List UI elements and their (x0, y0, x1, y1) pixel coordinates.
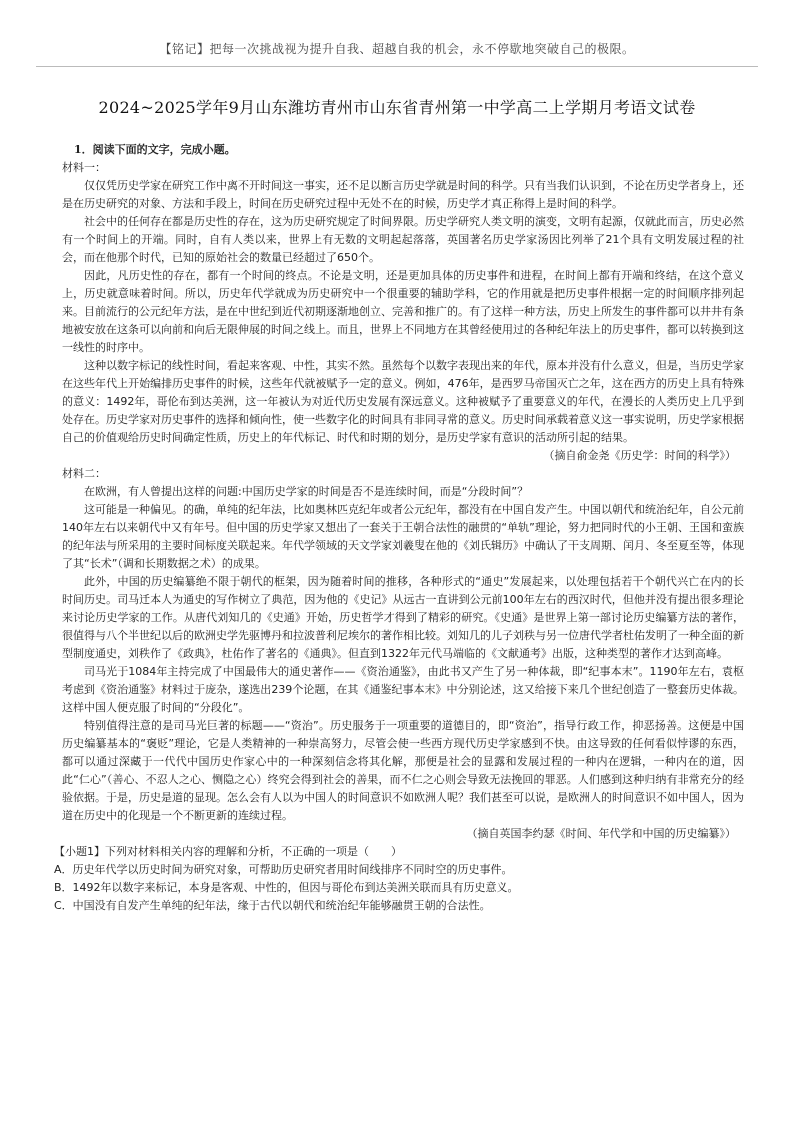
material2-label: 材料二： (62, 467, 106, 480)
material1-source: （摘自俞金尧《历史学：时间的科学》） (543, 449, 736, 462)
material1-paragraph: 因此，凡历史性的存在，都有一个时间的终点。不论是文明，还是更加具体的历史事件和进程，在时间上都有开端和终结，在这个意义上，历史就意味着时间。所以，历史年代学就成为历史研究中一个很重要的辅助学科，它的作用就是把历史事件根据一定的时间顺序排列起来。目前流行的公元纪年方法，是在中世纪到近代初期逐渐地创立、完善和推广的。有了这样一种方法，历史上所发生的事件都可以井井有条地被安放在这条可以向前和向后无限伸展的时间之线上。而且，世界上不同地方在其曾经使用过的各种纪年法上的历史事件，都可以转换到这一线性的时序中。 (62, 269, 744, 354)
subquestion-1: 【小题1】下列对材料相关内容的理解和分析，不正确的一项是（ ） (54, 845, 402, 858)
material2-paragraph: 特别值得注意的是司马光巨著的标题——“资治”。历史服务于一项重要的道德目的，即“资治”，指导行政工作，抑恶扬善。这便是中国历史编纂基本的“褒贬”理论，它是人类精神的一种崇高努力，尽管会使一些西方现代历史学家感到不快。由这导致的任何看似悖谬的东西，都可以通过深藏于一代代中国历史作家心中的一种深刻信念将其化解，那便是社会的显露和发展过程的一种内在逻辑，一种内在的道，因此“仁心”（善心、不忍人之心、恻隐之心）终究会得到社会的善果，而不仁之心则会导致无法挽回的罪恶。人们感到这种归纳有非常充分的经验依据。于是，历史是道的显现。怎么会有人以为中国人的时间意识不如欧洲人呢？我们甚至可以说，是欧洲人的时间意识不如中国人，因为道在历史中的化现是一个不断更新的连续过程。 (62, 719, 744, 822)
header-motto: 【铭记】把每一次挑战视为提升自我、超越自我的机会，永不停歇地突破自己的极限。 (159, 42, 635, 56)
material2-paragraph: 此外，中国的历史编纂绝不限于朝代的框架，因为随着时间的推移，各种形式的“通史”发展起来，以处理包括若干个朝代兴亡在内的长时间历史。司马迁本人为通史的写作树立了典范，因为他的《史记》从远古一直讲到公元前100年左右的西汉时代，但他并没有提出很多理论来讨论历史学家的工作。从唐代刘知几的《史通》开始，历史哲学才得到了精彩的研究。《史通》是世界上第一部讨论历史编纂方法的著作，很值得与八个半世纪以后的欧洲史学先驱博丹和拉波普利尼埃尔的著作相比较。刘知几的儿子刘秩与另一位唐代学者杜佑发明了一种全面的新型制度通史，刘秩作了《政典》，杜佑作了著名的《通典》。但直到1322年元代马端临的《文献通考》出版，这种类型的著作才达到高峰。 (62, 575, 744, 660)
material1-paragraph: 社会中的任何存在都是历史性的存在，这为历史研究规定了时间界限。历史学研究人类文明的演变，文明有起源，仅就此而言，历史必然有一个时间上的开端。同时，自有人类以来，世界上有无数的文明起起落落，英国著名历史学家汤因比列举了21个具有文明发展过程的社会，而在他那个时代，已知的原始社会的数量已经超过了650个。 (62, 215, 744, 264)
material2-paragraph: 司马光于1084年主持完成了中国最伟大的通史著作——《资治通鉴》，由此书又产生了另一种体裁，即“纪事本末”。1190年左右，袁枢考虑到《资治通鉴》材料过于庞杂，遂选出239个论题，在其《通鉴纪事本末》中分别论述，这又给接下来几个世纪创造了一整套历史体裁。这样中国人便克服了时间的“分段化”。 (62, 665, 744, 714)
option-b[interactable]: B．1492年以数字来标记，本身是客观、中性的，但因与哥伦布到达美洲关联而具有历史意义。 (54, 881, 519, 894)
material2-paragraph: 在欧洲，有人曾提出这样的问题:中国历史学家的时间是否不是连续时间，而是“分段时间”？ (84, 485, 529, 498)
material1-paragraph: 这种以数字标记的线性时间，看起来客观、中性，其实不然。虽然每个以数字表现出来的年代，原本并没有什么意义，但是，当历史学家在这些年代上开始编排历史事件的时候，这些年代就被赋予一定的意义。例如，476年，是西罗马帝国灭亡之年，这在西方的历史上具有特殊的意义：1492年，哥伦布到达美洲，这一年被认为对近代历史发展有深远意义。这种被赋予了重要意义的年代，在漫长的人类历史上几乎到处存在。历史学家对历史事件的选择和倾向性，使一些数字化的时间具有非同寻常的意义。历史时间承载着意义这一事实说明，历史学家根据自己的价值观给历史时间确定性质，历史上的年代标记、时代和时期的划分，是历史学家有意识的活动所引起的结果。 (62, 359, 744, 444)
option-c[interactable]: C．中国没有自发产生单纯的纪年法，缘于古代以朝代和统治纪年能够融贯王朝的合法性。 (54, 899, 491, 912)
page-title: 2024~2025学年9月山东潍坊青州市山东省青州第一中学高二上学期月考语文试卷 (98, 98, 696, 117)
material1-label: 材料一： (62, 161, 106, 174)
question-heading: 1．阅读下面的文字，完成小题。 (74, 143, 236, 156)
header-divider (36, 66, 758, 67)
material1-paragraph: 仅仅凭历史学家在研究工作中离不开时间这一事实，还不足以断言历史学就是时间的科学。只有当我们认识到，不论在历史学者身上，还是在历史研究的对象、方法和手段上，时间在历史研究过程中无处不在的时候，历史学才真正称得上是时间的科学。 (62, 179, 744, 210)
document-body (54, 141, 744, 915)
option-a[interactable]: A．历史年代学以历史时间为研究对象，可帮助历史研究者用时间线排序不同时空的历史事件。 (54, 863, 513, 876)
material2-source: （摘自英国李约瑟《时间、年代学和中国的历史编纂》） (466, 827, 736, 840)
material2-paragraph: 这可能是一种偏见。的确，单纯的纪年法，比如奥林匹克纪年或者公元纪年，都没有在中国自发产生。中国以朝代和统治纪年，自公元前140年左右以来朝代中又有年号。但中国的历史学家又想出了一套关于王朝合法性的融贯的“单轨”理论，努力把同时代的小王朝、王国和蛮族的纪年法与所采用的主要时间标度关联起来。年代学领域的天文学家刘羲叟在他的《刘氏辑历》中确认了干支周期、闰月、冬至夏至等，体现了其“长术”（调和长期数据之术）的成果。 (62, 503, 744, 570)
